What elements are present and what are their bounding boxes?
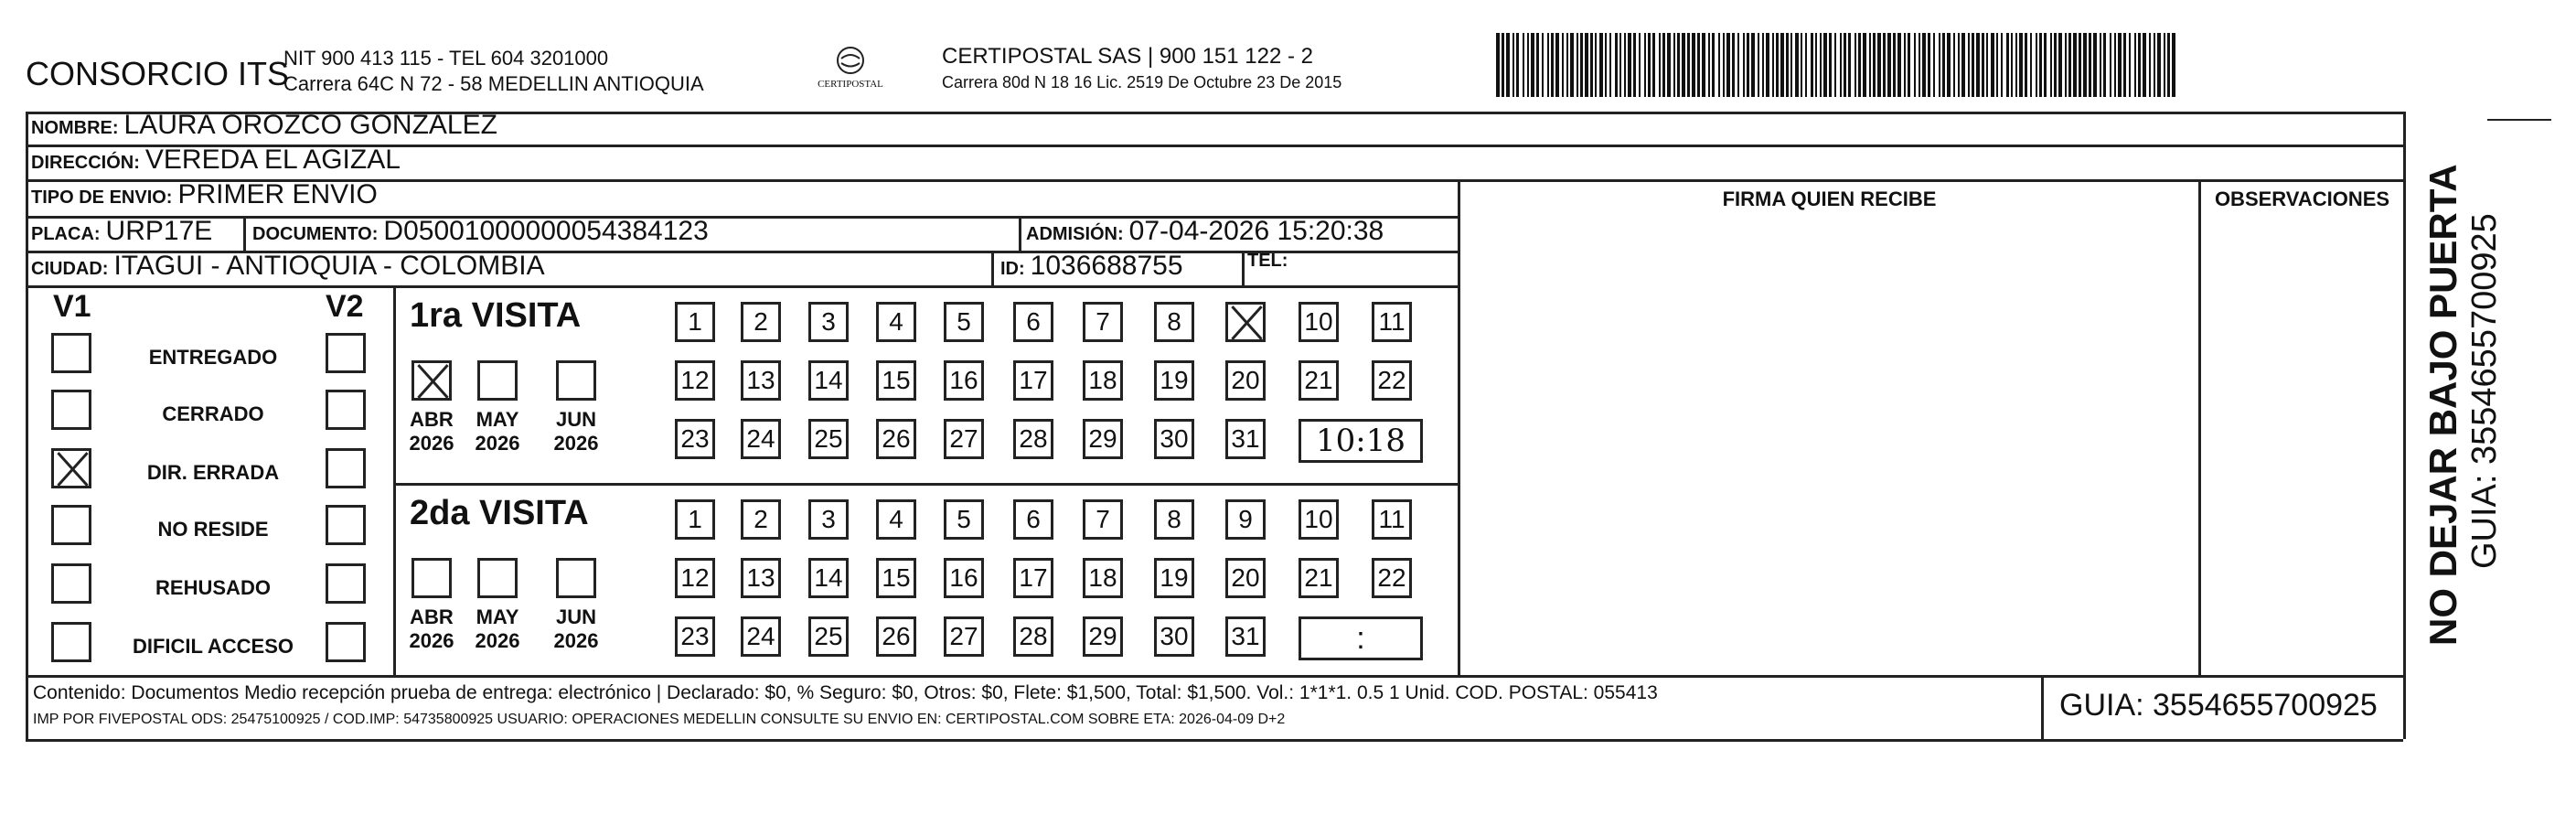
visit1-day-box[interactable]: 20 (1225, 360, 1266, 401)
status-v1-checkbox[interactable] (51, 448, 91, 488)
visit1-day-box[interactable]: 19 (1154, 360, 1194, 401)
documento-value: D05001000000054384123 (383, 216, 709, 246)
visit2-day-box[interactable]: 8 (1154, 499, 1194, 540)
visit1-day-box[interactable]: 15 (876, 360, 916, 401)
month-name: MAY (476, 605, 519, 628)
nombre-row (31, 110, 497, 141)
visit2-month-checkbox[interactable] (556, 558, 596, 598)
visit2-day-box[interactable]: 26 (876, 616, 916, 657)
visit2-day-box[interactable]: 29 (1083, 616, 1123, 657)
footer-content: Contenido: Documentos Medio recepción prueba de entrega: electrónico | Declarado: $0, % Seguro: $0, Otros: $0, Flete: $1,500, Total: $1,500. Vol.: 1*1*1. 0.5 1 Unid. COD. POSTAL: 055413 (33, 682, 1658, 703)
visit1-day-box[interactable]: 21 (1299, 360, 1339, 401)
month-name: JUN (555, 408, 596, 431)
id-value: 1036688755 (1030, 251, 1183, 281)
visit2-day-box[interactable]: 12 (675, 558, 715, 598)
status-v1-checkbox[interactable] (51, 390, 91, 430)
month-year: 2026 (553, 629, 599, 652)
visit1-month-label (544, 408, 608, 455)
visit1-day-box[interactable]: 7 (1083, 302, 1123, 342)
visit1-day-box[interactable]: 5 (944, 302, 984, 342)
visit2-day-box[interactable]: 3 (808, 499, 849, 540)
footer-guia: GUIA: 3554655700925 (2059, 688, 2378, 723)
visit1-day-box[interactable]: 4 (876, 302, 916, 342)
tipo-envio-row (31, 179, 378, 210)
visit2-day-box[interactable]: 9 (1225, 499, 1266, 540)
status-v2-checkbox[interactable] (326, 390, 366, 430)
tipo-envio-label: TIPO DE ENVIO: (31, 188, 173, 208)
visit1-day-box[interactable]: 28 (1013, 419, 1053, 459)
visit1-day-box[interactable]: 3 (808, 302, 849, 342)
firma-header: FIRMA QUIEN RECIBE (1722, 188, 1937, 210)
ciudad-label: CIUDAD: (31, 259, 109, 279)
month-name: ABR (410, 408, 454, 431)
visit2-day-box[interactable]: 28 (1013, 616, 1053, 657)
visit1-day-box[interactable]: 23 (675, 419, 715, 459)
visit2-month-label (544, 605, 608, 653)
visit1-time-box[interactable]: 10:18 (1299, 419, 1423, 463)
documento-field (252, 216, 709, 247)
visit2-day-box[interactable]: 15 (876, 558, 916, 598)
month-name: JUN (555, 605, 596, 628)
direccion-value: VEREDA EL AGIZAL (144, 145, 401, 175)
v2-header: V2 (326, 289, 364, 324)
visit1-month-label (465, 408, 529, 455)
documento-label: DOCUMENTO: (252, 224, 379, 244)
visit1-day-box[interactable]: 27 (944, 419, 984, 459)
visit2-month-label (400, 605, 464, 653)
status-v2-checkbox[interactable] (326, 448, 366, 488)
visit1-day-box[interactable]: 17 (1013, 360, 1053, 401)
visit1-day-box[interactable]: 26 (876, 419, 916, 459)
status-v1-checkbox[interactable] (51, 563, 91, 604)
side-warning: NO DEJAR BAJO PUERTA (2421, 164, 2464, 646)
placa-label: PLACA: (31, 224, 101, 244)
status-v2-checkbox[interactable] (326, 563, 366, 604)
visit1-day-box[interactable] (1225, 302, 1266, 342)
v1-header: V1 (53, 289, 91, 324)
footer-print-info: IMP POR FIVEPOSTAL ODS: 25475100925 / COD.IMP: 54735800925 USUARIO: OPERACIONES MEDELLIN CONSULTE SU ENVIO EN: CERTIPOSTAL.COM SOBRE ETA: 2026-04-09 D+2 (33, 712, 1286, 727)
admision-field (1026, 216, 1384, 247)
visit1-day-box[interactable]: 31 (1225, 419, 1266, 459)
direccion-label: DIRECCIÓN: (31, 153, 140, 173)
visit1-day-box[interactable]: 14 (808, 360, 849, 401)
tel-field (1247, 251, 1293, 272)
visit1-title: 1ra VISITA (410, 296, 582, 335)
visit2-day-box[interactable]: 11 (1372, 499, 1412, 540)
visit1-month-label (400, 408, 464, 455)
company-nit: NIT 900 413 115 - TEL 604 3201000 (283, 47, 609, 70)
direccion-row (31, 145, 401, 176)
visit1-month-checkbox[interactable] (477, 360, 518, 401)
visit2-day-box[interactable]: 6 (1013, 499, 1053, 540)
month-year: 2026 (409, 432, 454, 455)
visit2-day-box[interactable]: 22 (1372, 558, 1412, 598)
month-name: MAY (476, 408, 519, 431)
id-field (1000, 251, 1183, 282)
visit1-day-box[interactable]: 2 (741, 302, 781, 342)
visit2-day-box[interactable]: 17 (1013, 558, 1053, 598)
visit2-day-box[interactable]: 7 (1083, 499, 1123, 540)
month-year: 2026 (475, 629, 520, 652)
side-guia: GUIA: 3554655700925 (2465, 213, 2504, 569)
visit2-day-box[interactable]: 23 (675, 616, 715, 657)
visit1-day-box[interactable]: 10 (1299, 302, 1339, 342)
carrier-address: Carrera 80d N 18 16 Lic. 2519 De Octubre 23 De 2015 (942, 73, 1342, 91)
month-name: ABR (410, 605, 454, 628)
visit1-day-box[interactable]: 16 (944, 360, 984, 401)
status-v2-checkbox[interactable] (326, 622, 366, 662)
visit2-day-box[interactable]: 18 (1083, 558, 1123, 598)
observaciones-area[interactable] (2201, 216, 2401, 673)
month-year: 2026 (475, 432, 520, 455)
visit2-day-box[interactable]: 19 (1154, 558, 1194, 598)
status-label: CERRADO (162, 402, 264, 425)
visit1-day-box[interactable]: 8 (1154, 302, 1194, 342)
visit1-day-box[interactable]: 29 (1083, 419, 1123, 459)
visit2-day-box[interactable]: 4 (876, 499, 916, 540)
barcode (1496, 33, 2177, 97)
signature-area[interactable] (1460, 216, 2197, 673)
ciudad-field (31, 251, 545, 282)
status-label: DIR. ERRADA (146, 461, 280, 484)
status-v1-checkbox[interactable] (51, 505, 91, 545)
status-label: REHUSADO (155, 576, 271, 599)
visit2-day-box[interactable]: 13 (741, 558, 781, 598)
status-label: ENTREGADO (148, 346, 278, 369)
nombre-label: NOMBRE: (31, 118, 119, 138)
visit1-day-box[interactable]: 22 (1372, 360, 1412, 401)
visit2-day-box[interactable]: 2 (741, 499, 781, 540)
ciudad-value: ITAGUI - ANTIOQUIA - COLOMBIA (113, 251, 545, 281)
visit2-day-box[interactable]: 25 (808, 616, 849, 657)
visit2-day-box[interactable]: 1 (675, 499, 715, 540)
admision-value: 07-04-2026 15:20:38 (1128, 216, 1384, 246)
visit1-day-box[interactable]: 6 (1013, 302, 1053, 342)
visit2-day-box[interactable]: 20 (1225, 558, 1266, 598)
nombre-value: LAURA OROZCO GONZALEZ (123, 110, 497, 140)
company-address: Carrera 64C N 72 - 58 MEDELLIN ANTIOQUIA (283, 72, 704, 95)
logo-text: CERTIPOSTAL (818, 79, 883, 90)
status-label: NO RESIDE (157, 518, 269, 541)
status-v2-checkbox[interactable] (326, 505, 366, 545)
status-label: DIFICIL ACCESO (132, 635, 294, 658)
visit2-day-box[interactable]: 5 (944, 499, 984, 540)
carrier-logo (818, 42, 883, 102)
visit1-day-box[interactable]: 30 (1154, 419, 1194, 459)
visit1-month-checkbox[interactable] (412, 360, 452, 401)
id-label: ID: (1000, 259, 1025, 279)
visit2-day-box[interactable]: 16 (944, 558, 984, 598)
visit2-time-box[interactable]: : (1299, 616, 1423, 660)
visit1-day-box[interactable]: 13 (741, 360, 781, 401)
visit1-day-box[interactable]: 12 (675, 360, 715, 401)
placa-field (31, 216, 212, 247)
visit2-day-box[interactable]: 24 (741, 616, 781, 657)
visit1-day-box[interactable]: 18 (1083, 360, 1123, 401)
visit1-day-box[interactable]: 24 (741, 419, 781, 459)
status-v1-checkbox[interactable] (51, 333, 91, 373)
visit1-day-box[interactable]: 1 (675, 302, 715, 342)
carrier-info (942, 44, 1341, 95)
visit2-month-checkbox[interactable] (477, 558, 518, 598)
company-name: CONSORCIO ITS (26, 55, 290, 92)
company-info (283, 46, 704, 97)
month-year: 2026 (553, 432, 599, 455)
visit2-day-box[interactable]: 30 (1154, 616, 1194, 657)
visit2-month-checkbox[interactable] (412, 558, 452, 598)
carrier-nit: CERTIPOSTAL SAS | 900 151 122 - 2 (942, 44, 1313, 69)
visit2-day-box[interactable]: 21 (1299, 558, 1339, 598)
visit1-month-checkbox[interactable] (556, 360, 596, 401)
observaciones-header: OBSERVACIONES (2214, 188, 2390, 210)
status-v2-checkbox[interactable] (326, 333, 366, 373)
admision-label: ADMISIÓN: (1026, 224, 1124, 244)
tipo-envio-value: PRIMER ENVIO (177, 179, 378, 209)
visit2-title: 2da VISITA (410, 494, 589, 532)
month-year: 2026 (409, 629, 454, 652)
placa-value: URP17E (105, 216, 213, 246)
visit2-day-box[interactable]: 27 (944, 616, 984, 657)
visit2-day-box[interactable]: 10 (1299, 499, 1339, 540)
status-v1-checkbox[interactable] (51, 622, 91, 662)
visit2-day-box[interactable]: 31 (1225, 616, 1266, 657)
visit1-day-box[interactable]: 11 (1372, 302, 1412, 342)
visit2-day-box[interactable]: 14 (808, 558, 849, 598)
visit2-month-label (465, 605, 529, 653)
visit1-day-box[interactable]: 25 (808, 419, 849, 459)
tel-label: TEL: (1247, 251, 1288, 271)
